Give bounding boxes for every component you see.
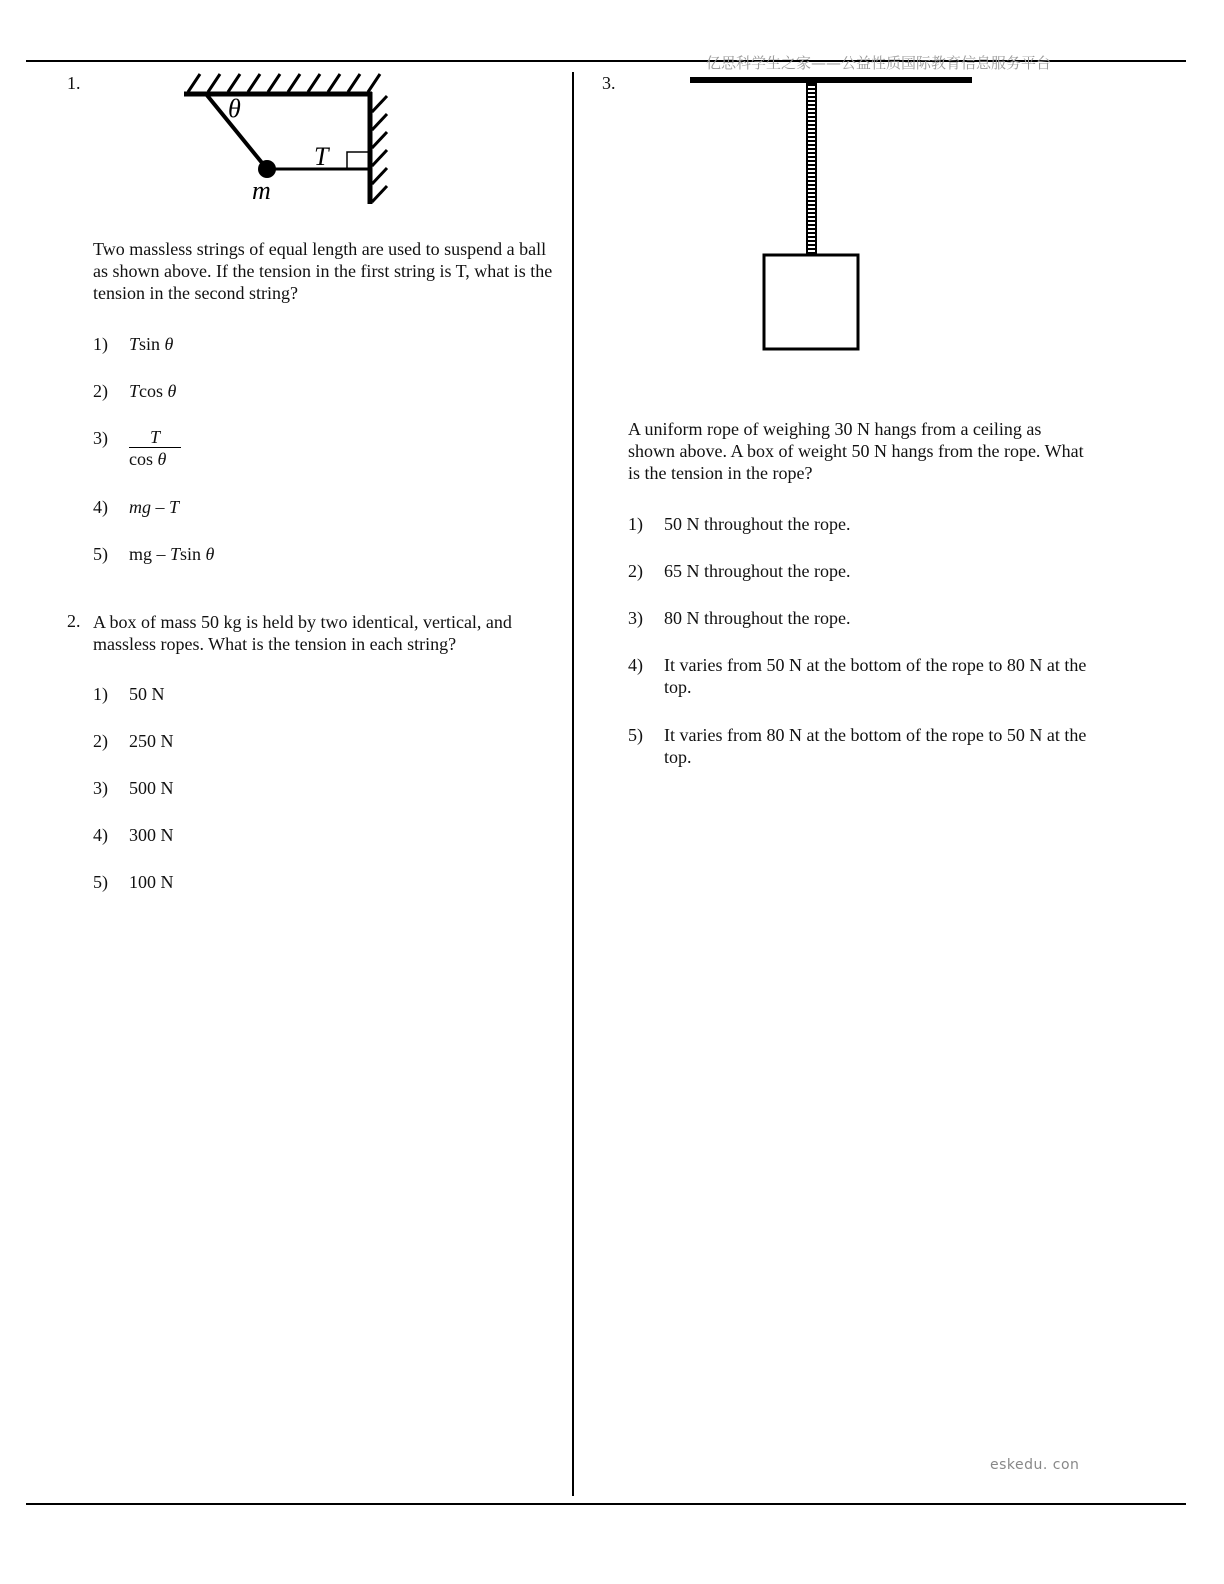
tension-label: T (314, 142, 329, 171)
wall-hatch (372, 96, 387, 202)
option-text: mg – T (129, 497, 180, 517)
option-var: T (129, 334, 140, 354)
bottom-rule (26, 1503, 1186, 1505)
option-number: 2) (93, 381, 108, 401)
theta-label: θ (228, 94, 241, 123)
option-number: 3) (93, 428, 108, 448)
option-prefix: mg – (129, 544, 171, 564)
mass-label: m (252, 176, 271, 205)
option-text: 250 N (129, 731, 174, 751)
q1-diagram (180, 70, 395, 210)
option-text: 65 N throughout the rope. (664, 561, 851, 581)
fraction-theta: θ (157, 449, 167, 469)
option-text: It varies from 80 N at the bottom of the rope to 50 N at the top. (664, 725, 1087, 767)
q3-text: A uniform rope of weighing 30 N hangs from a ceiling as shown above. A box of weight 50 N hangs from the rope. What is the tension in the rope? (628, 419, 1084, 483)
option-func: sin (139, 334, 165, 354)
option-number: 5) (93, 872, 108, 892)
hanging-box (764, 255, 858, 349)
fraction-numerator: T (129, 427, 181, 448)
option-number: 3) (628, 608, 643, 628)
q3-number: 3. (602, 73, 616, 93)
option-number: 4) (628, 655, 643, 675)
option-text: 500 N (129, 778, 174, 798)
option-func: sin (180, 544, 206, 564)
option-number: 3) (93, 778, 108, 798)
q1-number: 1. (67, 73, 81, 93)
option-number: 2) (93, 731, 108, 751)
option-text: 50 N (129, 684, 165, 704)
option-number: 5) (93, 544, 108, 564)
column-divider (572, 72, 574, 1496)
option-theta: θ (167, 381, 177, 401)
option-theta: θ (205, 544, 215, 564)
footer-watermark: eskedu. con (990, 1457, 1080, 1473)
q3-diagram (688, 74, 978, 354)
option-number: 5) (628, 725, 643, 745)
option-number: 4) (93, 497, 108, 517)
q2-text: A box of mass 50 kg is held by two identical, vertical, and massless ropes. What is the tension in each string? (93, 612, 512, 654)
option-var: T (170, 544, 181, 564)
option-func: cos (139, 381, 168, 401)
fraction (129, 427, 181, 470)
option-number: 1) (93, 684, 108, 704)
option-text: 50 N throughout the rope. (664, 514, 851, 534)
option-text: It varies from 50 N at the bottom of the rope to 80 N at the top. (664, 655, 1087, 697)
q1-text: Two massless strings of equal length are used to suspend a ball as shown above. If the tension in the first string is T, what is the tension in the second string? (93, 239, 553, 303)
option-number: 1) (93, 334, 108, 354)
q2-number: 2. (67, 611, 81, 631)
option-number: 4) (93, 825, 108, 845)
option-theta: θ (164, 334, 174, 354)
option-text: 80 N throughout the rope. (664, 608, 851, 628)
option-var: T (129, 381, 140, 401)
option-text: 300 N (129, 825, 174, 845)
watermark: 亿思科学生之家——公益性质国际教育信息服务平台 (706, 54, 1052, 72)
fraction-func: cos (129, 449, 158, 469)
right-angle-mark (347, 152, 368, 169)
option-number: 1) (628, 514, 643, 534)
option-number: 2) (628, 561, 643, 581)
option-text: 100 N (129, 872, 174, 892)
ceiling-hatch (188, 74, 380, 92)
